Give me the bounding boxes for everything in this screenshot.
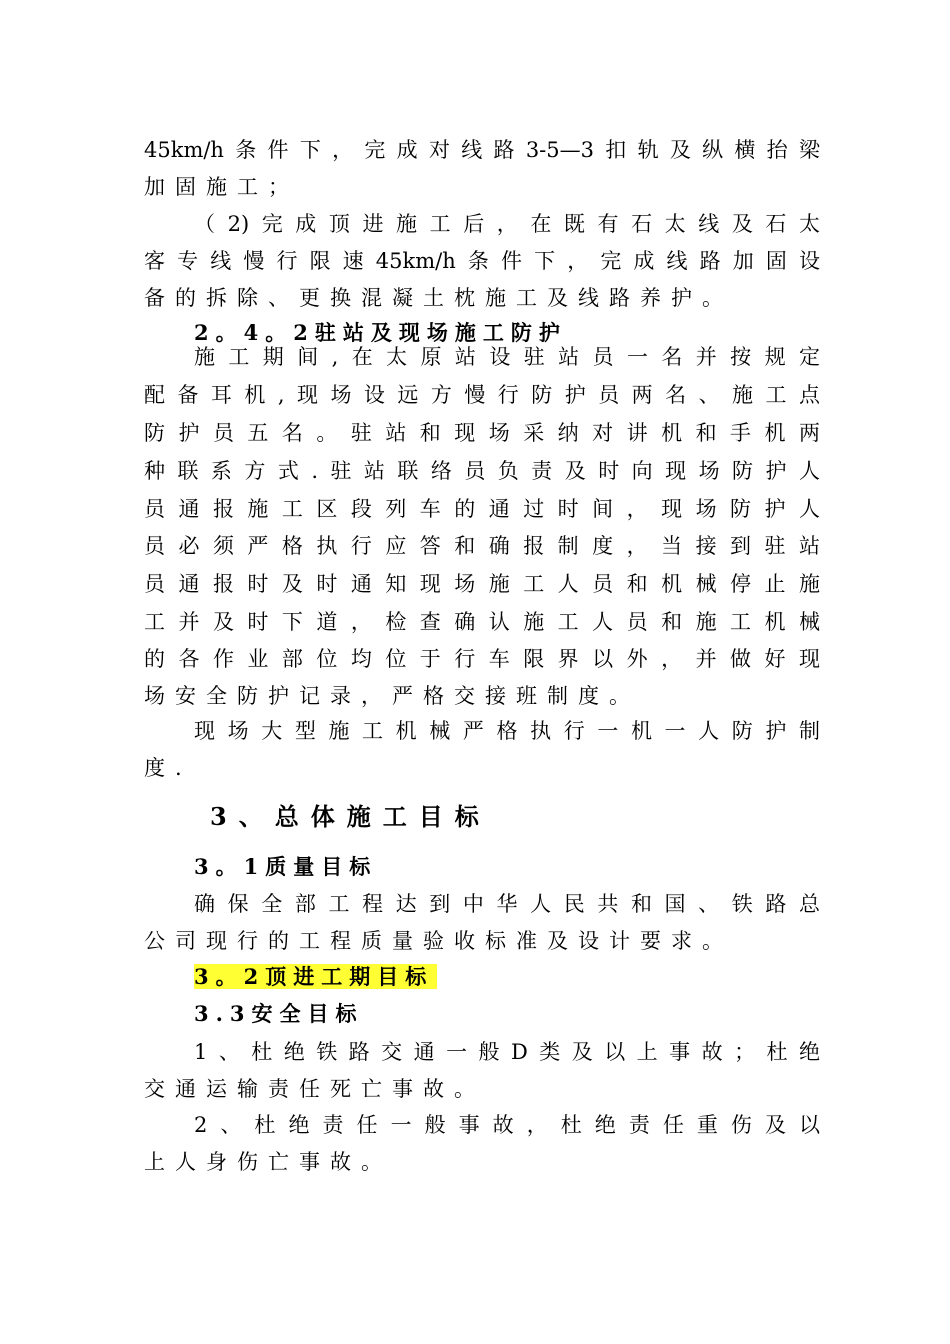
paragraph-line: 2、杜绝责任一般事故，杜绝责任重伤及以 [194,1113,820,1137]
paragraph-line: 交通运输责任死亡事故。 [144,1077,485,1101]
section-heading: 3。1质量目标 [194,854,378,879]
paragraph-line: 施工期间,在太原站设驻站员一名并按规定 [194,345,820,369]
paragraph-line: 员通报时及时通知现场施工人员和机械停止施 [144,572,820,596]
paragraph-line: 45km/h条件下，完成对线路3-5—3扣轨及纵横抬梁 [144,138,820,162]
paragraph-line: 员通报施工区段列车的通过时间，现场防护人 [144,497,820,521]
paragraph-line: 配备耳机,现场设远方慢行防护员两名、施工点 [144,383,820,407]
paragraph-line: 现场大型施工机械严格执行一机一人防护制 [194,719,820,743]
paragraph-line: 客专线慢行限速45km/h条件下，完成线路加固设 [144,249,820,273]
paragraph-line: （2)完成顶进施工后，在既有石太线及石太 [194,212,820,236]
paragraph-line: 备的拆除、更换混凝土枕施工及线路养护。 [144,286,733,310]
section-heading-highlighted [194,962,437,992]
paragraph-line: 1、杜绝铁路交通一般D类及以上事故；杜绝 [194,1040,820,1064]
paragraph-line: 工并及时下道，检查确认施工人员和施工机械 [144,610,820,634]
paragraph-line: 公司现行的工程质量验收标准及设计要求。 [144,929,733,953]
paragraph-line: 确保全部工程达到中华人民共和国、铁路总 [194,892,820,916]
section-heading: 3.3安全目标 [194,1001,364,1026]
chapter-heading: 3、总体施工目标 [210,802,491,831]
section-heading: 2。4。2驻站及现场施工防护 [194,320,567,345]
paragraph-line: 防护员五名。驻站和现场采纳对讲机和手机两 [144,421,820,445]
paragraph-line: 度. [144,756,192,780]
paragraph-line: 种联系方式.驻站联络员负责及时向现场防护人 [144,459,820,483]
paragraph-line: 的各作业部位均位于行车限界以外，并做好现 [144,647,820,671]
paragraph-line: 场安全防护记录，严格交接班制度。 [144,684,640,708]
paragraph-line: 加固施工； [144,175,299,199]
paragraph-line: 员必须严格执行应答和确报制度，当接到驻站 [144,534,820,558]
text-highlight: 3。2顶进工期目标 [194,964,437,989]
paragraph-line: 上人身伤亡事故。 [144,1150,392,1174]
